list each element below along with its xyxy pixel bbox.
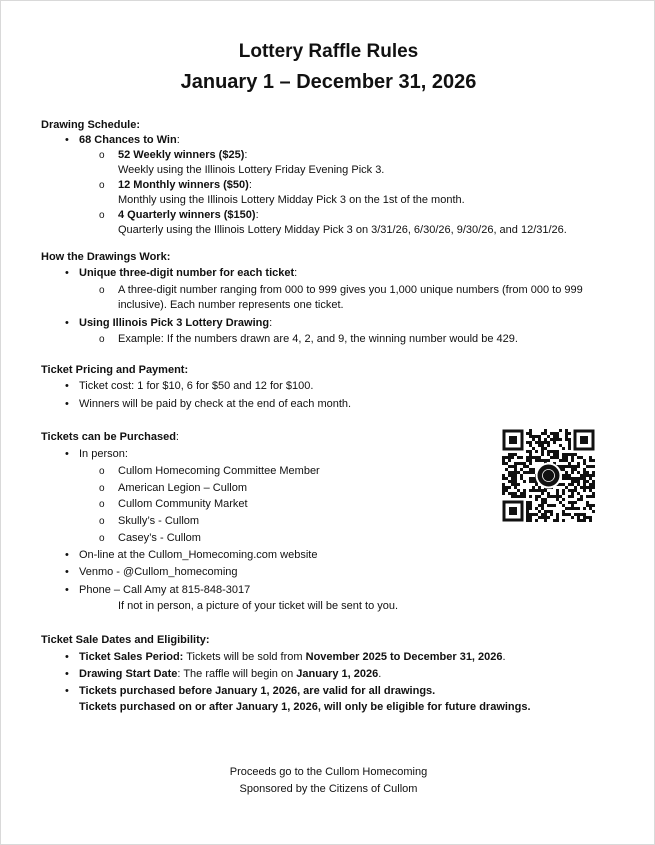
drawing-start (79, 667, 381, 682)
pick3-label: Using Illinois Pick 3 Lottery Drawing (79, 317, 270, 329)
location-item: Cullom Homecoming Committee Member (118, 465, 320, 477)
quarterly-item (118, 208, 259, 223)
bullet: • (65, 668, 69, 680)
sales-period (79, 650, 506, 665)
chances-item (79, 133, 180, 148)
drawing-start-label: Drawing Start Date (79, 668, 178, 680)
purchase-heading-row (41, 430, 179, 445)
sale-dates-heading: Ticket Sale Dates and Eligibility: (41, 634, 210, 646)
monthly-desc: Monthly using the Illinois Lottery Midday Pick 3 on the 1st of the month. (118, 194, 465, 206)
drawing-schedule-heading: Drawing Schedule: (41, 119, 141, 131)
footer-proceeds: Proceeds go to the Cullom Homecoming (229, 766, 428, 778)
weekly-desc: Weekly using the Illinois Lottery Friday Evening Pick 3. (118, 164, 385, 176)
weekly-label: 52 Weekly winners ($25) (118, 149, 245, 161)
drawing-start-date: January 1, 2026 (296, 668, 379, 680)
winners-paid: Winners will be paid by check at the end of each month. (79, 398, 352, 410)
colon: : (244, 149, 248, 161)
bullet: • (65, 685, 69, 697)
footer-sponsor: Sponsored by the Citizens of Cullom (239, 783, 418, 795)
venmo-item: Venmo - @Cullom_homecoming (79, 566, 238, 578)
colon: : (255, 209, 259, 221)
weekly-item (118, 148, 247, 163)
pick3-item (79, 316, 272, 331)
colon: : (248, 179, 252, 191)
bullet: • (65, 584, 69, 596)
phone-item: Phone – Call Amy at 815-848-3017 (79, 584, 251, 596)
chances-label: 68 Chances to Win (79, 134, 177, 146)
monthly-item (118, 178, 252, 193)
unique-item (79, 266, 297, 281)
bullet: • (65, 549, 69, 561)
monthly-label: 12 Monthly winners ($50) (118, 179, 249, 191)
future-line: Tickets purchased on or after January 1, 2026, will only be eligible for future drawings. (79, 701, 531, 713)
colon: : (294, 267, 298, 279)
circle-bullet: o (99, 516, 105, 527)
page-subtitle: January 1 – December 31, 2026 (180, 71, 477, 93)
purchase-heading: Tickets can be Purchased (41, 431, 176, 443)
drawing-start-text: : The raffle will begin on (177, 668, 297, 680)
location-item: Casey’s - Cullom (118, 532, 201, 544)
online-item: On-line at the Cullom_Homecoming.com website (79, 549, 318, 561)
bullet: • (65, 267, 69, 279)
qr-logo (537, 464, 561, 488)
location-item: American Legion – Cullom (118, 482, 248, 494)
location-item: Skully’s - Cullom (118, 515, 200, 527)
bullet: • (65, 134, 69, 146)
bullet: • (65, 651, 69, 663)
pricing-heading: Ticket Pricing and Payment: (41, 364, 189, 376)
sales-period-label: Ticket Sales Period: (79, 651, 184, 663)
bullet: • (65, 317, 69, 329)
unique-desc-2: inclusive). Each number represents one ticket. (118, 299, 344, 311)
colon: : (175, 431, 179, 443)
circle-bullet: o (99, 285, 105, 296)
qr-code[interactable] (502, 429, 595, 522)
pick3-desc: Example: If the numbers drawn are 4, 2, and 9, the winning number would be 429. (118, 333, 518, 345)
sales-period-range: November 2025 to December 31, 2026 (305, 651, 503, 663)
bullet: • (65, 398, 69, 410)
bullet: • (65, 448, 69, 460)
location-item: Cullom Community Market (118, 498, 248, 510)
quarterly-desc: Quarterly using the Illinois Lottery Midday Pick 3 on 3/31/26, 6/30/26, 9/30/26, and 12/31/26. (118, 224, 567, 236)
circle-bullet: o (99, 210, 105, 221)
circle-bullet: o (99, 533, 105, 544)
colon: : (176, 134, 180, 146)
period: . (502, 651, 506, 663)
period: . (378, 668, 382, 680)
circle-bullet: o (99, 180, 105, 191)
colon: : (269, 317, 273, 329)
how-heading: How the Drawings Work: (41, 251, 171, 263)
in-person: In person: (79, 448, 128, 460)
sales-period-text: Tickets will be sold from (183, 651, 306, 663)
circle-bullet: o (99, 499, 105, 510)
bullet: • (65, 380, 69, 392)
page-title: Lottery Raffle Rules (238, 41, 419, 62)
unique-label: Unique three-digit number for each ticket (79, 267, 295, 279)
purchase-note: If not in person, a picture of your ticket will be sent to you. (118, 600, 399, 612)
unique-desc-1: A three-digit number ranging from 000 to 999 gives you 1,000 unique numbers (from 000 to 999 (118, 284, 583, 296)
bullet: • (65, 566, 69, 578)
circle-bullet: o (99, 466, 105, 477)
quarterly-label: 4 Quarterly winners ($150) (118, 209, 256, 221)
circle-bullet: o (99, 150, 105, 161)
circle-bullet: o (99, 483, 105, 494)
ticket-cost: Ticket cost: 1 for $10, 6 for $50 and 12 for $100. (79, 380, 314, 392)
circle-bullet: o (99, 334, 105, 345)
valid-line: Tickets purchased before January 1, 2026, are valid for all drawings. (79, 685, 436, 697)
